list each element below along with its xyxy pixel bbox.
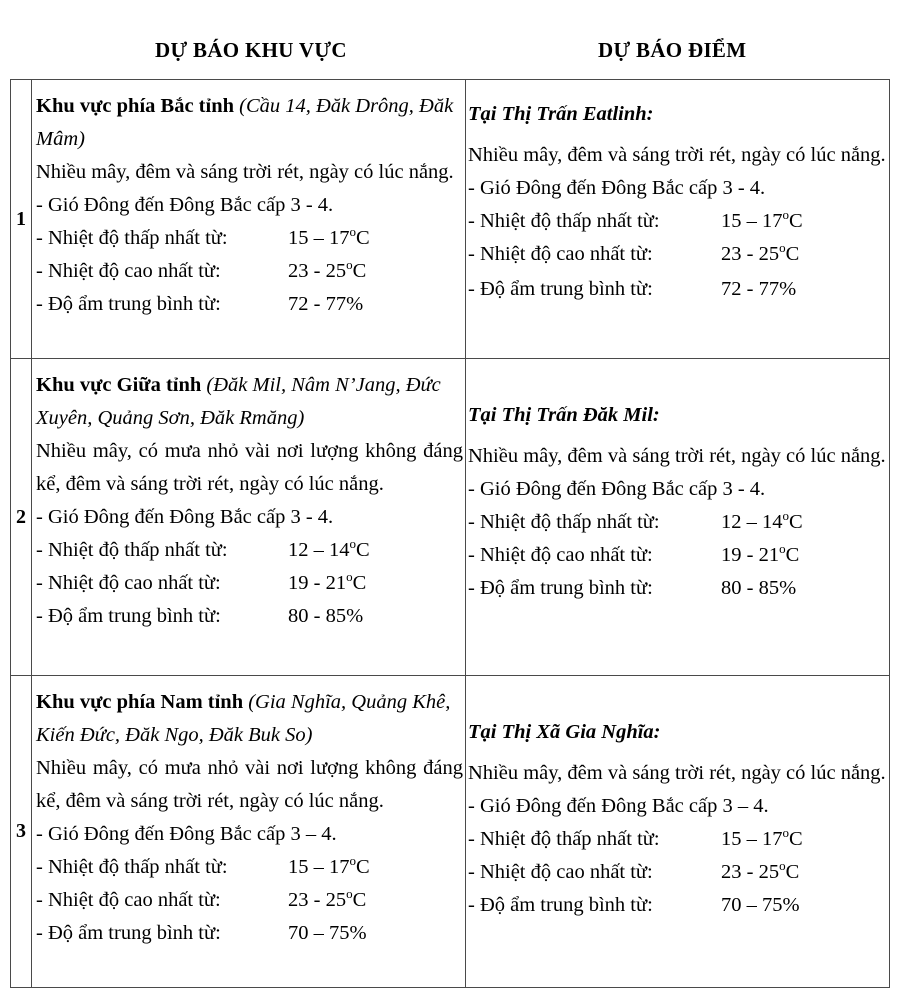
region-max-temp [36, 567, 463, 600]
regional-forecast-cell [32, 80, 466, 359]
point-humidity [468, 273, 887, 306]
humidity-label: - Độ ẩm trung bình từ: [468, 894, 653, 916]
region-min-temp [36, 534, 463, 567]
humidity-label: - Độ ẩm trung bình từ: [36, 293, 221, 315]
point-title: Tại Thị Trấn Đăk Mil: [468, 404, 660, 426]
min-temp-value: 12 – 14$^o$C [288, 536, 370, 561]
max-temp-label: - Nhiệt độ cao nhất từ: [36, 260, 221, 282]
humidity-value: 80 - 85% [288, 605, 364, 627]
humidity-label: - Độ ẩm trung bình từ: [36, 605, 221, 627]
humidity-label: - Độ ẩm trung bình từ: [36, 922, 221, 944]
regional-forecast-header: DỰ BÁO KHU VỰC [155, 38, 347, 62]
max-temp-label: - Nhiệt độ cao nhất từ: [36, 889, 221, 911]
table-row [11, 80, 890, 359]
region-title [36, 90, 463, 156]
region-humidity [36, 600, 463, 633]
region-humidity [36, 288, 463, 321]
point-forecast-header: DỰ BÁO ĐIỂM [598, 38, 747, 62]
region-places: (Gia Nghĩa, Quảng Khê, Kiến Đức, Đăk Ngo, Đăk Buk So) [36, 691, 451, 746]
forecast-table [10, 79, 890, 988]
point-forecast-cell [466, 676, 890, 988]
humidity-value: 70 – 75% [721, 894, 800, 916]
max-temp-value: 23 - 25$^o$C [721, 240, 800, 265]
point-max-temp [468, 539, 887, 572]
point-min-temp [468, 823, 887, 856]
point-max-temp [468, 856, 887, 889]
max-temp-value: 23 - 25$^o$C [288, 886, 367, 911]
region-name: Khu vực phía Bắc tỉnh [36, 95, 234, 117]
max-temp-label: - Nhiệt độ cao nhất từ: [36, 572, 221, 594]
point-max-temp [468, 238, 887, 271]
region-wind: - Gió Đông đến Đông Bắc cấp 3 – 4. [36, 823, 337, 845]
region-name: Khu vực Giữa tỉnh [36, 374, 202, 396]
point-forecast-cell [466, 359, 890, 676]
region-max-temp [36, 884, 463, 917]
point-title: Tại Thị Trấn Eatlinh: [468, 103, 654, 125]
min-temp-value: 15 – 17$^o$C [288, 853, 370, 878]
region-places: (Cầu 14, Đăk Drông, Đăk Mâm) [36, 95, 454, 150]
min-temp-value: 15 – 17$^o$C [721, 825, 803, 850]
max-temp-label: - Nhiệt độ cao nhất từ: [468, 544, 653, 566]
min-temp-label: - Nhiệt độ thấp nhất từ: [36, 856, 228, 878]
max-temp-value: 19 - 21$^o$C [288, 569, 367, 594]
row-number: 1 [11, 80, 32, 359]
table-row [11, 359, 890, 676]
region-description: Nhiều mây, đêm và sáng trời rét, ngày có lúc nắng. [36, 161, 454, 183]
min-temp-label: - Nhiệt độ thấp nhất từ: [468, 511, 660, 533]
max-temp-value: 19 - 21$^o$C [721, 541, 800, 566]
humidity-value: 70 – 75% [288, 922, 367, 944]
point-forecast-cell [466, 80, 890, 359]
min-temp-label: - Nhiệt độ thấp nhất từ: [36, 539, 228, 561]
point-description: Nhiều mây, đêm và sáng trời rét, ngày có lúc nắng. [468, 445, 886, 467]
region-min-temp [36, 851, 463, 884]
point-min-temp [468, 506, 887, 539]
point-title: Tại Thị Xã Gia Nghĩa: [468, 721, 661, 743]
humidity-label: - Độ ẩm trung bình từ: [468, 577, 653, 599]
point-wind: - Gió Đông đến Đông Bắc cấp 3 - 4. [468, 478, 766, 500]
humidity-value: 72 - 77% [721, 278, 797, 300]
min-temp-label: - Nhiệt độ thấp nhất từ: [36, 227, 228, 249]
max-temp-label: - Nhiệt độ cao nhất từ: [468, 861, 653, 883]
min-temp-value: 12 – 14$^o$C [721, 508, 803, 533]
min-temp-label: - Nhiệt độ thấp nhất từ: [468, 210, 660, 232]
max-temp-value: 23 - 25$^o$C [721, 858, 800, 883]
row-number: 2 [11, 359, 32, 676]
max-temp-value: 23 - 25$^o$C [288, 257, 367, 282]
min-temp-value: 15 – 17$^o$C [288, 224, 370, 249]
humidity-label: - Độ ẩm trung bình từ: [468, 278, 653, 300]
point-min-temp [468, 205, 887, 238]
region-min-temp [36, 222, 463, 255]
region-places: (Đăk Mil, Nâm N’Jang, Đức Xuyên, Quảng Sơn, Đăk Rmăng) [36, 374, 441, 429]
min-temp-value: 15 – 17$^o$C [721, 207, 803, 232]
region-title [36, 686, 463, 752]
region-description: Nhiều mây, có mưa nhỏ vài nơi lượng không đáng kể, đêm và sáng trời rét, ngày có lúc nắng. [36, 440, 463, 495]
table-row [11, 676, 890, 988]
region-max-temp [36, 255, 463, 288]
region-wind: - Gió Đông đến Đông Bắc cấp 3 - 4. [36, 194, 334, 216]
point-wind: - Gió Đông đến Đông Bắc cấp 3 – 4. [468, 795, 769, 817]
regional-forecast-cell [32, 676, 466, 988]
region-wind: - Gió Đông đến Đông Bắc cấp 3 - 4. [36, 506, 334, 528]
point-wind: - Gió Đông đến Đông Bắc cấp 3 - 4. [468, 177, 766, 199]
point-humidity [468, 572, 887, 605]
region-humidity [36, 917, 463, 950]
region-title [36, 369, 463, 435]
point-description: Nhiều mây, đêm và sáng trời rét, ngày có lúc nắng. [468, 762, 886, 784]
regional-forecast-cell [32, 359, 466, 676]
region-description: Nhiều mây, có mưa nhỏ vài nơi lượng không đáng kể, đêm và sáng trời rét, ngày có lúc nắng. [36, 757, 463, 812]
region-name: Khu vực phía Nam tỉnh [36, 691, 244, 713]
point-description: Nhiều mây, đêm và sáng trời rét, ngày có lúc nắng. [468, 144, 886, 166]
max-temp-label: - Nhiệt độ cao nhất từ: [468, 243, 653, 265]
humidity-value: 80 - 85% [721, 577, 797, 599]
point-humidity [468, 889, 887, 922]
humidity-value: 72 - 77% [288, 293, 364, 315]
row-number: 3 [11, 676, 32, 988]
min-temp-label: - Nhiệt độ thấp nhất từ: [468, 828, 660, 850]
